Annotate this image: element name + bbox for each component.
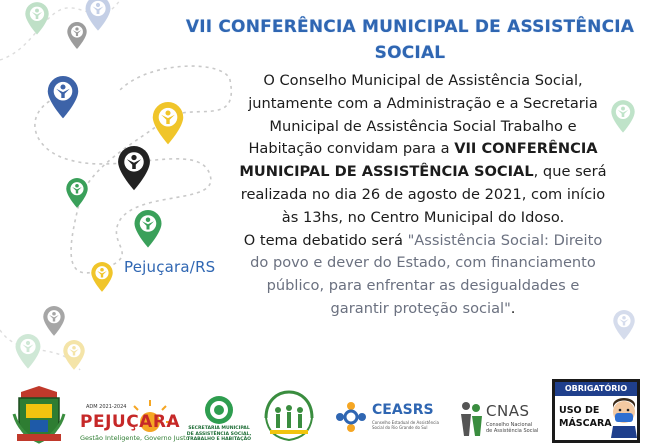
ceas-wordmark: CEASRS [372,402,434,418]
secretaria-line-2: DE ASSISTÊNCIA SOCIAL, [186,431,252,437]
mask-sign-text [559,404,612,430]
pejucara-admin-logo [80,392,190,447]
secretaria-name [186,426,252,443]
mask-mandatory-sign [552,379,640,443]
cnas-subtitle-line-2: de Assistência Social [486,428,539,434]
title-line-2: SOCIAL [374,43,446,63]
paragraph-1-end: , que será realizada no dia 26 de agosto de 2021, com início às 13hs, no Centro Municipal do Idoso. [240,163,607,226]
mask-sign-line-2: MÁSCARA [559,418,612,429]
secretaria-line-1: SECRETARIA MUNICIPAL [188,426,250,431]
logos-row [0,372,651,447]
paragraph-1-text: O Conselho Municipal de Assistência Social, juntamente com a Administração e a Secretaria Municipal de Assistência Social Trabalho e Habitação convidam para a [248,72,598,158]
paragraph-2-end: . [510,299,516,317]
mask-sign-header: OBRIGATÓRIO [555,382,637,396]
mask-sign-line-1: USO DE [559,405,600,416]
face-mask-icon [611,398,637,438]
page-title [180,14,640,66]
admin-period: ADM 2021-2024 [86,404,127,410]
pejucara-slogan: Gestão Inteligente, Governo Justo [80,434,190,442]
cnas-wordmark: CNAS [486,402,530,420]
title-line-1: VII CONFERÊNCIA MUNICIPAL DE ASSISTÊNCIA [185,17,635,37]
conference-theme: "Assistência Social: Direito do povo e dever do Estado, com financiamento público, para enfrentar as desigualdades e garantir proteção social" [250,231,603,317]
cnas-logo [458,398,540,442]
coat-of-arms-icon [12,384,66,444]
ceas-rs-logo [334,398,446,442]
invitation-text [238,70,608,321]
pejucara-wordmark: PEJUÇARA [80,412,181,432]
secretaria-logo [186,394,252,444]
secretaria-emblem-icon [186,394,252,426]
paragraph-2-text: O tema debatido será [243,231,408,249]
cnas-subtitle [486,422,538,434]
conselho-municipal-wreath-icon [258,388,320,444]
event-name: VII CONFERÊNCIA MUNICIPAL DE ASSISTÊNCIA SOCIAL [239,140,598,181]
cnas-people-icon [458,400,484,438]
ceas-subtitle: Conselho Estadual de Assistência Social do Rio Grande do Sul [372,420,439,430]
cnas-subtitle-line-1: Conselho Nacional [486,422,533,428]
secretaria-line-3: TRABALHO E HABITAÇÃO [186,437,252,443]
city-label: Pejuçara/RS [124,258,216,276]
ceas-people-icon [334,400,368,434]
